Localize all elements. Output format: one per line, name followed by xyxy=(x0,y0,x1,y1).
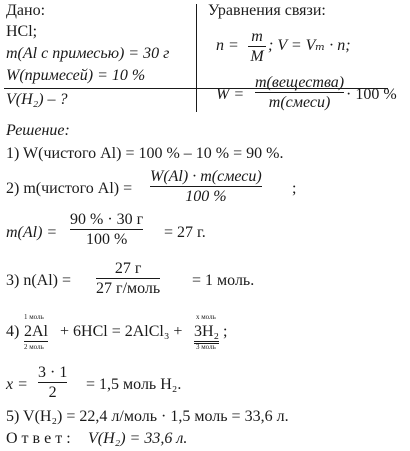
eq-n-den: M xyxy=(250,48,264,65)
given-title: Дано: xyxy=(6,2,46,19)
solution-step-3-tail: = 1 моль. xyxy=(192,272,255,289)
solution-step-1: 1) W(чистого Al) = 100 % – 10 % = 90 %. xyxy=(6,145,284,162)
solution-step-2-tail: ; xyxy=(292,180,297,197)
solution-step-3-fraction xyxy=(96,260,160,297)
eq-w-num: m(вещества) xyxy=(255,74,345,91)
reaction-end: ; xyxy=(223,323,228,340)
solution-step-2-num: W(Al) · m(смеси) xyxy=(150,168,262,185)
reaction-middle: + 6HCl = 2AlCl₃ + xyxy=(60,323,183,340)
given-mass: m(Al с примесью) = 30 г xyxy=(6,45,170,62)
given-hcl: HCl; xyxy=(6,23,38,40)
solution-step-2b-tail: = 27 г. xyxy=(164,224,206,241)
solution-title: Решение: xyxy=(6,122,70,139)
x-lhs: x = xyxy=(6,376,28,393)
reaction-prefix: 4) xyxy=(6,323,20,340)
solution-step-2b-den: 100 % xyxy=(85,231,128,248)
solution-step-2-fraction xyxy=(150,168,262,205)
solution-step-2-den: 100 % xyxy=(185,188,227,205)
given-unknown: V(H₂) – ? xyxy=(6,91,68,108)
reaction-below-al: 2 моль xyxy=(24,343,44,351)
reaction-above-h2: x моль xyxy=(196,313,216,321)
eq-v: ; V = Vₘ · n; xyxy=(268,37,351,54)
eq-n-fraction xyxy=(248,28,266,65)
reaction-above-al: 1 моль xyxy=(24,313,44,321)
x-tail: = 1,5 моль H₂. xyxy=(86,376,182,393)
answer-label: О т в е т : xyxy=(6,430,71,447)
eq-n-lhs: n = xyxy=(216,37,239,54)
solution-step-5: 5) V(H₂) = 22,4 л/моль · 1,5 моль = 33,6 л. xyxy=(6,408,289,425)
x-fraction xyxy=(38,364,67,401)
solution-step-2-lhs: 2) m(чистого Al) = xyxy=(6,180,133,197)
eq-n-num: m xyxy=(251,28,263,45)
solution-step-2b-num: 90 % · 30 г xyxy=(70,211,144,228)
solution-step-3-num: 27 г xyxy=(114,260,142,277)
reaction-h2: 3H₂ xyxy=(194,323,219,344)
reaction-below-h2: 3 моль xyxy=(196,343,216,351)
eq-w-tail: · 100 % xyxy=(346,86,397,103)
x-den: 2 xyxy=(48,384,57,401)
eq-w-fraction xyxy=(255,74,344,111)
eq-w-den: m(смеси) xyxy=(268,94,331,111)
equations-title: Уравнения связи: xyxy=(208,2,326,19)
solution-step-3-den: 27 г/моль xyxy=(96,280,161,297)
answer-value: V(H₂) = 33,6 л. xyxy=(88,430,188,447)
x-num: 3 · 1 xyxy=(38,364,68,381)
solution-step-2b-lhs: m(Al) = xyxy=(6,224,58,241)
given-impurity: W(примесей) = 10 % xyxy=(6,67,146,84)
solution-step-3-lhs: 3) n(Al) = xyxy=(6,272,72,289)
solution-step-2b-fraction xyxy=(70,211,143,248)
eq-w-lhs: W = xyxy=(216,86,245,103)
reaction-al: 2Al xyxy=(24,323,48,340)
given-vertical-divider xyxy=(196,4,197,112)
